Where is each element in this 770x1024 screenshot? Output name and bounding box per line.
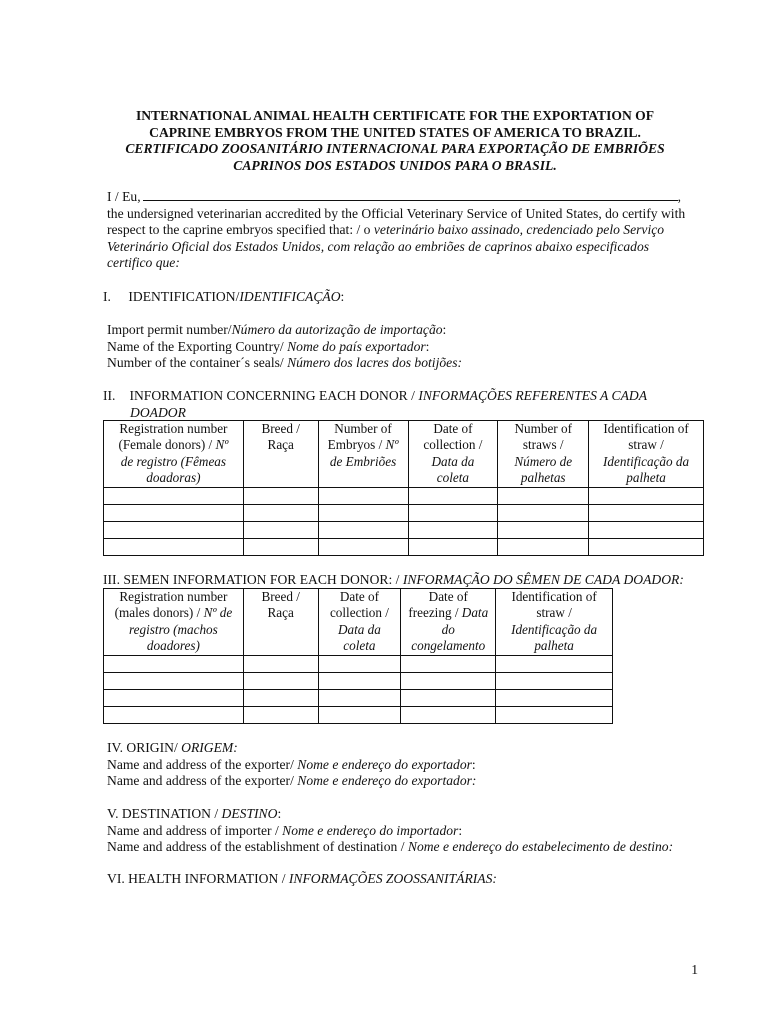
importer-colon: :: [458, 822, 463, 838]
table-cell[interactable]: [318, 706, 401, 723]
table-row: [104, 521, 704, 538]
semen-table-header: [104, 589, 613, 656]
table-cell[interactable]: [243, 672, 318, 689]
intro-line-1: the undersigned veterinarian accredited by the Official Veterinary Service of United States, do certify with: [107, 205, 686, 221]
semen-col-freezing-date: Date of freezing / Data do congelamento: [401, 589, 496, 656]
section-4: [107, 740, 476, 790]
section-3-heading-en: III. SEMEN INFORMATION FOR EACH DONOR: /: [103, 572, 403, 587]
section-3-heading: [103, 572, 684, 589]
table-cell[interactable]: [318, 689, 401, 706]
table-cell[interactable]: [408, 538, 498, 555]
table-cell[interactable]: [401, 689, 496, 706]
exporting-country-label-en: Name of the Exporting Country/: [107, 338, 288, 354]
exporter-label-pt: Nome e endereço do exportador:: [297, 773, 477, 788]
donor-col-collection-date: Date of collection / Data da coleta: [408, 421, 498, 488]
table-cell[interactable]: [408, 487, 498, 504]
importer-label-pt: Nome e endereço do importador: [282, 822, 459, 838]
table-cell[interactable]: [589, 521, 704, 538]
table-cell[interactable]: [104, 521, 244, 538]
table-cell[interactable]: [104, 655, 244, 672]
section-1-number: I.: [103, 289, 111, 304]
table-cell[interactable]: [498, 504, 589, 521]
intro-block: [107, 189, 707, 272]
section-1-heading-en: IDENTIFICATION/: [128, 289, 240, 304]
table-row: [104, 504, 704, 521]
import-permit-label-en: Import permit number/: [107, 322, 232, 337]
table-cell[interactable]: [104, 672, 244, 689]
veterinarian-name-line: [107, 189, 707, 206]
donor-col-registration: Registration number (Female donors) / Nº de registro (Fêmeas doadoras): [104, 421, 244, 488]
intro-line-2: [107, 222, 707, 239]
title-pt-line-2: CAPRINOS DOS ESTADOS UNIDOS PARA O BRASIL.: [233, 157, 557, 173]
veterinarian-name-field[interactable]: [143, 189, 678, 201]
donor-col-straws: Number of straws / Número de palhetas: [498, 421, 589, 488]
intro-line-3: Veterinário Oficial dos Estados Unidos, com relação ao embriões de caprinos abaixo especificados: [107, 238, 650, 254]
table-cell[interactable]: [318, 504, 408, 521]
semen-col-breed: Breed / Raça: [243, 589, 318, 656]
table-cell[interactable]: [243, 689, 318, 706]
table-cell[interactable]: [243, 706, 318, 723]
table-cell[interactable]: [498, 521, 589, 538]
table-cell[interactable]: [401, 672, 496, 689]
table-cell[interactable]: [243, 655, 318, 672]
trailing-comma: ,: [677, 189, 682, 204]
container-seals-label-pt: Número dos lacres dos botijões:: [287, 355, 463, 370]
table-cell[interactable]: [589, 538, 704, 555]
exporter-field-1[interactable]: [107, 757, 476, 774]
importer-field[interactable]: [107, 823, 673, 840]
table-cell[interactable]: [243, 521, 318, 538]
section-1-heading-colon: :: [340, 289, 345, 304]
document-title: [100, 108, 690, 174]
exporting-country-colon: :: [425, 338, 430, 354]
table-cell[interactable]: [104, 487, 244, 504]
table-cell[interactable]: [401, 655, 496, 672]
intro-line-2-en: respect to the caprine embryos specified that: / o: [107, 222, 374, 237]
table-cell[interactable]: [498, 487, 589, 504]
i-eu-label: I / Eu,: [107, 189, 141, 204]
table-cell[interactable]: [104, 706, 244, 723]
table-cell[interactable]: [243, 538, 318, 555]
section-2-number: II.: [103, 388, 116, 403]
section-5: [107, 806, 673, 856]
semen-table: [103, 588, 613, 724]
intro-line-4: certifico que:: [107, 255, 180, 270]
import-permit-field[interactable]: [107, 322, 462, 339]
table-row: [104, 672, 613, 689]
destination-label-en: Name and address of the establishment of destination /: [107, 839, 408, 854]
section-2-heading-pt-2: DOADOR: [130, 404, 186, 420]
import-permit-label-pt: Número da autorização de importação: [231, 322, 443, 337]
table-row: [104, 538, 704, 555]
section-2-heading-en: INFORMATION CONCERNING EACH DONOR /: [129, 388, 419, 403]
section-1-heading: [103, 289, 344, 306]
semen-col-collection-date: Date of collection / Data da coleta: [318, 589, 401, 656]
section-1-heading-pt: IDENTIFICAÇÃO: [239, 289, 341, 304]
table-row: [104, 689, 613, 706]
table-cell[interactable]: [496, 689, 613, 706]
exporter-label-en: Name and address of the exporter/: [107, 756, 298, 772]
table-cell[interactable]: [408, 521, 498, 538]
section-6-heading-en: VI. HEALTH INFORMATION /: [107, 871, 289, 886]
table-cell[interactable]: [401, 706, 496, 723]
table-cell[interactable]: [243, 487, 318, 504]
table-cell[interactable]: [496, 672, 613, 689]
donor-col-embryos: Number of Embryos / Nº de Embriões: [318, 421, 408, 488]
exporter-label-pt: Nome e endereço do exportador: [297, 756, 472, 772]
table-cell[interactable]: [589, 504, 704, 521]
table-cell[interactable]: [318, 655, 401, 672]
table-row: [104, 655, 613, 672]
title-en-line-2: CAPRINE EMBRYOS FROM THE UNITED STATES OF AMERICA TO BRAZIL.: [149, 124, 641, 140]
section-3-heading-pt: INFORMAÇÃO DO SÊMEN DE CADA DOADOR:: [402, 572, 684, 587]
table-cell[interactable]: [318, 672, 401, 689]
section-4-heading-en: IV. ORIGIN/: [107, 740, 182, 755]
section-6-heading-pt: INFORMAÇÕES ZOOSSANITÁRIAS:: [288, 871, 497, 886]
section-2-heading-pt: INFORMAÇÕES REFERENTES A CADA: [418, 388, 648, 403]
exporting-country-label-pt: Nome do país exportador: [287, 338, 426, 354]
page-number: 1: [691, 962, 698, 977]
table-row: [104, 487, 704, 504]
section-6-heading: [107, 871, 497, 888]
table-cell[interactable]: [104, 538, 244, 555]
table-cell[interactable]: [104, 689, 244, 706]
exporter-field-2[interactable]: [107, 773, 476, 790]
semen-col-registration: Registration number (males donors) / Nº de registro (machos doadores): [104, 589, 244, 656]
table-cell[interactable]: [318, 521, 408, 538]
donor-table: [103, 420, 704, 556]
semen-col-straw-id: Identification of straw / Identificação da palheta: [496, 589, 613, 656]
section-5-heading: [107, 806, 673, 823]
table-cell[interactable]: [496, 655, 613, 672]
section-5-heading-en: V. DESTINATION /: [107, 806, 222, 821]
table-cell[interactable]: [496, 706, 613, 723]
table-cell[interactable]: [243, 504, 318, 521]
section-5-heading-pt: DESTINO: [221, 806, 278, 821]
table-cell[interactable]: [318, 487, 408, 504]
section-1-fields: [107, 322, 462, 372]
donor-col-straw-id: Identification of straw / Identificação da palheta: [589, 421, 704, 488]
container-seals-label-en: Number of the container´s seals/: [107, 355, 288, 370]
section-4-heading-pt: ORIGEM:: [181, 740, 238, 755]
table-cell[interactable]: [498, 538, 589, 555]
container-seals-field[interactable]: [107, 355, 462, 372]
exporter-label-en: Name and address of the exporter/: [107, 773, 298, 788]
table-cell[interactable]: [589, 487, 704, 504]
title-pt-line-1: CERTIFICADO ZOOSANITÁRIO INTERNACIONAL PARA EXPORTAÇÃO DE EMBRIÕES: [125, 141, 665, 157]
destination-label-pt: Nome e endereço do estabelecimento de destino:: [407, 839, 674, 854]
intro-line-2-pt: veterinário baixo assinado, credenciado pelo Serviço: [373, 222, 665, 237]
section-4-heading: [107, 740, 476, 757]
donor-col-breed: Breed / Raça: [243, 421, 318, 488]
destination-establishment-field[interactable]: [107, 839, 673, 856]
table-row: [104, 706, 613, 723]
donor-table-header: [104, 421, 704, 488]
title-en-line-1: INTERNATIONAL ANIMAL HEALTH CERTIFICATE FOR THE EXPORTATION OF: [135, 108, 655, 123]
import-permit-colon: :: [442, 322, 447, 337]
section-5-heading-colon: :: [277, 806, 282, 821]
exporting-country-field[interactable]: [107, 339, 462, 356]
importer-label-en: Name and address of importer /: [107, 822, 283, 838]
table-cell[interactable]: [408, 504, 498, 521]
exporter-colon: :: [471, 756, 476, 772]
table-cell[interactable]: [104, 504, 244, 521]
table-cell[interactable]: [318, 538, 408, 555]
section-2-heading: [103, 388, 703, 421]
